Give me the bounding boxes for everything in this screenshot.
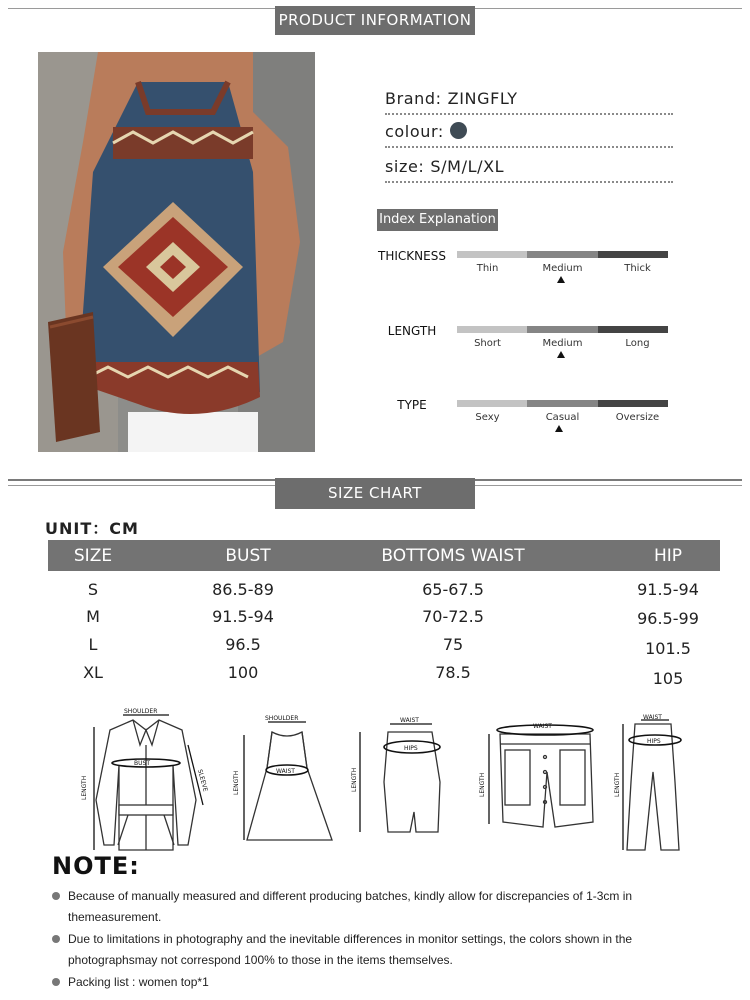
hips-label-2: HIPS — [647, 738, 661, 745]
type-option: Oversize — [615, 412, 660, 423]
length-label-1: LENGTH — [81, 775, 88, 800]
length-label-5: LENGTH — [614, 772, 621, 797]
product-info-banner: PRODUCT INFORMATION — [275, 6, 475, 35]
length-label-3: LENGTH — [351, 767, 358, 792]
waist-label-1: WAIST — [276, 768, 295, 775]
cell-bust: 100 — [227, 663, 259, 682]
size-value: S/M/L/XL — [430, 157, 505, 176]
length-option: Short — [474, 338, 501, 349]
product-photo — [38, 52, 315, 452]
note-text: Due to limitations in photography and the inevitable differences in monitor settings, the colors shown in the photographsmay not correspond 100% to those in the items themselves. — [68, 932, 633, 967]
type-option: Sexy — [475, 412, 500, 423]
shoulder-label: SHOULDER — [124, 708, 158, 715]
cell-hip: 91.5-94 — [637, 580, 699, 599]
brand-line — [385, 89, 673, 115]
cell-hip: 105 — [652, 669, 684, 688]
colour-swatch — [450, 122, 467, 139]
thickness-bar — [457, 251, 668, 258]
size-table-header — [48, 540, 720, 571]
brand-value: ZINGFLY — [447, 89, 518, 108]
thickness-option: Medium — [542, 263, 583, 274]
waist-label-2: WAIST — [400, 717, 419, 724]
note-text: Because of manually measured and different producing batches, kindly allow for discrepancies of 1-3cm in themeasurement. — [68, 889, 633, 924]
waist-label-3: WAIST — [533, 723, 552, 730]
note-title: NOTE: — [52, 852, 140, 880]
jacket-measure-figure — [78, 705, 213, 855]
cell-hip: 96.5-99 — [637, 609, 699, 628]
colour-line — [385, 122, 673, 148]
type-selected-marker — [555, 425, 563, 432]
shoulder-label-2: SHOULDER — [265, 715, 299, 722]
cell-waist: 70-72.5 — [422, 607, 484, 626]
thickness-selected-marker — [557, 276, 565, 283]
note-text: Packing list : women top*1 — [68, 975, 209, 989]
length-bar — [457, 326, 668, 333]
size-label: size: — [385, 157, 425, 176]
cell-bust: 96.5 — [225, 635, 261, 654]
length-selected-marker — [557, 351, 565, 358]
length-label: LENGTH — [387, 324, 437, 338]
bullet-icon — [52, 935, 60, 943]
header-bottoms-waist: BOTTOMS WAIST — [381, 546, 525, 566]
unit-label: UNIT：CM — [45, 519, 139, 538]
index-explanation-label: Index Explanation — [377, 209, 498, 231]
bullet-icon — [52, 978, 60, 986]
length-option: Medium — [542, 338, 583, 349]
cell-hip: 101.5 — [645, 639, 691, 658]
waist-label-4: WAIST — [643, 714, 662, 721]
cell-waist: 78.5 — [435, 663, 471, 682]
cell-size: S — [87, 580, 99, 599]
length-label-4: LENGTH — [479, 772, 486, 797]
type-options — [450, 412, 675, 423]
dress-measure-figure — [232, 710, 342, 850]
bust-label: BUST — [134, 760, 150, 767]
type-label: TYPE — [397, 398, 427, 412]
size-line — [385, 157, 673, 183]
pants-measure-figure — [613, 712, 693, 857]
header-bust: BUST — [225, 546, 271, 566]
length-label-2: LENGTH — [233, 770, 240, 795]
thickness-label: THICKNESS — [378, 249, 446, 263]
type-bar — [457, 400, 668, 407]
note-item — [52, 929, 702, 971]
thickness-options — [450, 263, 675, 274]
brand-label: Brand: — [385, 89, 442, 108]
note-item — [52, 972, 702, 993]
cell-size: M — [86, 607, 100, 626]
type-option: Casual — [545, 412, 580, 423]
note-item — [52, 886, 702, 928]
hips-label-1: HIPS — [404, 745, 418, 752]
sleeve-label: SLEEVE — [196, 768, 209, 793]
cell-size: L — [88, 635, 98, 654]
thickness-option: Thick — [624, 263, 651, 274]
skirt-measure-figure — [350, 712, 450, 852]
cell-waist: 65-67.5 — [422, 580, 484, 599]
cell-size: XL — [83, 663, 103, 682]
thickness-option: Thin — [476, 263, 499, 274]
shorts-measure-figure — [475, 712, 605, 842]
cell-waist: 75 — [442, 635, 464, 654]
header-size: SIZE — [73, 546, 113, 566]
length-options — [450, 338, 675, 349]
length-option: Long — [625, 338, 650, 349]
colour-label: colour: — [385, 122, 444, 141]
bullet-icon — [52, 892, 60, 900]
cell-bust: 91.5-94 — [212, 607, 274, 626]
size-chart-banner: SIZE CHART — [275, 478, 475, 509]
header-hip: HIP — [653, 546, 683, 566]
cell-bust: 86.5-89 — [212, 580, 274, 599]
